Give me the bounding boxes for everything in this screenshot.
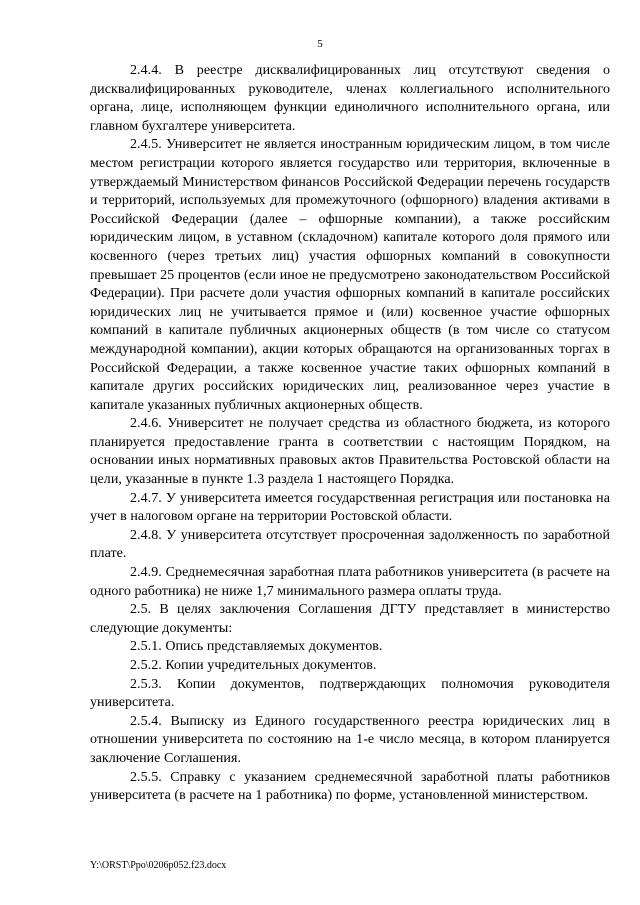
paragraph-2-5-4: 2.5.4. Выписку из Единого государственного реестра юридических лиц в отношении университета по состоянию на 1-е число месяца, в котором планируется заключение Соглашения. (90, 713, 610, 766)
paragraph-2-5-2: 2.5.2. Копии учредительных документов. (130, 658, 377, 673)
paragraph-2-4-5: 2.4.5. Университет не является иностранным юридическим лицом, в том числе местом регистрации которого является государство или территория, включенные в утверждаемый Министерством финансов Российской Федерации перечень государств и территорий, используемых для промежуточного (офшорного) владения активами в Российской Федерации (далее – офшорные компании), а также российским юридическим лицом, в уставном (складочном) капитале которого доля прямого или косвенного (через третьих лиц) участия офшорных компаний в совокупности превышает 25 процентов (если иное не предусмотрено законодательством Российской Федерации). При расчете доли участия офшорных компаний в капитале российских юридических лиц не учитывается прямое и (или) косвенное участие офшорных компаний в капитале публичных акционерных обществ (в том числе со статусом международной компании), акции которых обращаются на организованных торгах в Российской Федерации, а также косвенное участие таких офшорных компаний в капитале других российских юридических лиц, реализованное через участие в капитале указанных публичных акционерных обществ. (90, 137, 610, 413)
file-path-footer: Y:\ORST\Ppo\0206p052.f23.docx (90, 860, 227, 871)
paragraph-2-5: 2.5. В целях заключения Соглашения ДГТУ представляет в министерство следующие документы: (90, 602, 610, 636)
paragraph-2-4-4: 2.4.4. В реестре дисквалифицированных лиц отсутствуют сведения о дисквалифицированных руководителе, членах коллегиального исполнительного органа, лице, исполняющем функции единоличного исполнительного органа, или главном бухгалтере университета. (90, 63, 610, 134)
document-body (90, 62, 610, 806)
page-number: 5 (317, 38, 323, 50)
paragraph-2-4-7: 2.4.7. У университета имеется государственная регистрация или постановка на учет в налоговом органе на территории Ростовской области. (90, 490, 610, 525)
paragraph-2-4-8: 2.4.8. У университета отсутствует просроченная задолженность по заработной плате. (90, 527, 610, 562)
paragraph-2-5-5: 2.5.5. Справку с указанием среднемесячной заработной платы работников университета (в расчете на 1 работника) по форме, установленной министерством. (90, 769, 610, 804)
paragraph-2-4-9: 2.4.9. Среднемесячная заработная плата работников университета (в расчете на одного работника) не ниже 1,7 минимального размера оплаты труда. (90, 565, 610, 599)
paragraph-2-5-1: 2.5.1. Опись представляемых документов. (130, 639, 383, 655)
paragraph-2-4-6: 2.4.6. Университет не получает средства из областного бюджета, из которого планируется предоставление гранта в соответствии с настоящим Порядком, на основании иных нормативных правовых актов Правительства Ростовской области на цели, указанные в пункте 1.3 раздела 1 настоящего Порядка. (90, 416, 610, 488)
paragraph-2-5-3: 2.5.3. Копии документов, подтверждающих полномочия руководителя университета. (90, 676, 610, 711)
